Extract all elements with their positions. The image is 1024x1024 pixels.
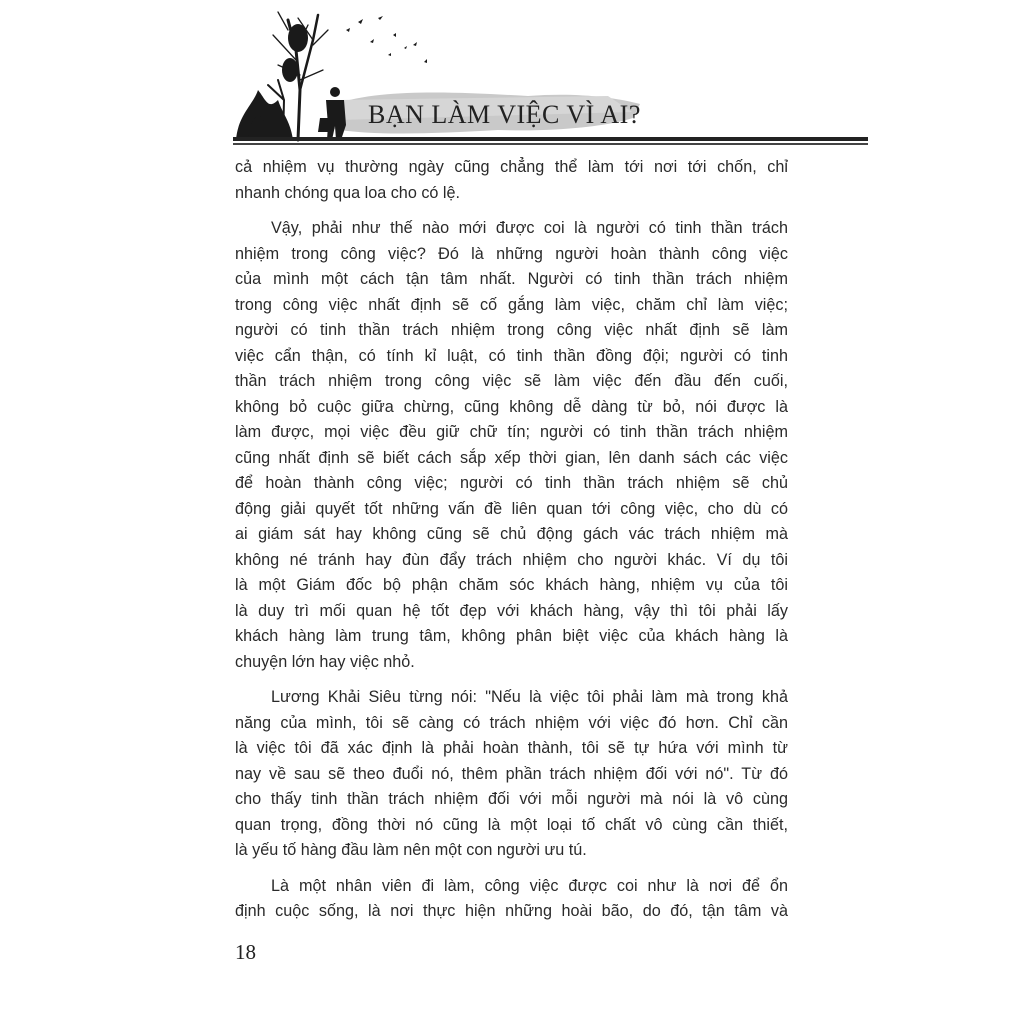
paragraph <box>235 155 788 206</box>
text-line: của mình một cách tận tâm nhất. Người có tinh thần trách nhiệm <box>235 270 788 288</box>
text-line: định cuộc sống, là nơi thực hiện những hoài bão, do đó, tận tâm và <box>235 902 788 920</box>
text-line: là duy trì mối quan hệ tốt đẹp với khách hàng, vậy thì tôi phải lấy <box>235 601 788 620</box>
text-line: là việc tôi đã xác định là phải hoàn thành, tôi sẽ tự hứa với mình từ <box>235 739 788 757</box>
paragraph <box>235 216 788 675</box>
text-line: nhanh chóng qua loa cho có lệ. <box>235 183 461 202</box>
text-line: làm được, mọi việc đều giữ chữ tín; người có tinh thần trách nhiệm <box>235 423 788 441</box>
text-line: năng của mình, tôi sẽ càng có trách nhiệm với việc đó hơn. Chỉ cần <box>235 713 788 732</box>
text-line: nay về sau sẽ theo đuổi nó, thêm phần trách nhiệm đối với nó". Từ đó <box>235 764 788 783</box>
chapter-title: BẠN LÀM VIỆC VÌ AI? <box>368 100 641 129</box>
text-line: không bỏ cuộc giữa chừng, cũng không dễ dàng từ bỏ, nói được là <box>235 397 788 416</box>
header-rule-thick <box>233 137 868 141</box>
text-line: là một Giám đốc bộ phận chăm sóc khách hàng, nhiệm vụ của tôi <box>235 576 788 594</box>
text-line: việc cẩn thận, có tính kỉ luật, có tinh thần đồng đội; người có tinh <box>235 346 788 365</box>
text-line: ai giám sát hay không cũng sẽ chủ động gách vác trách nhiệm mà <box>235 525 788 543</box>
text-line: người có tinh thần trách nhiệm trong công việc nhất định sẽ làm <box>235 321 788 339</box>
text-line: cũng nhất định sẽ biết cách sắp xếp thời gian, lên danh sách các việc <box>235 448 788 467</box>
header-rule-thin <box>233 143 868 145</box>
text-line: Là một nhân viên đi làm, công việc được coi như là nơi để ổn <box>271 876 788 895</box>
text-line: để hoàn thành công việc; người có tinh thần trách nhiệm sẽ chủ <box>235 474 788 492</box>
body-text <box>235 155 788 935</box>
text-line: động giải quyết tốt những vấn đề liên quan tới công việc, cho dù có <box>235 499 788 518</box>
text-line: Lương Khải Siêu từng nói: "Nếu là việc tôi phải làm mà trong khả <box>271 688 788 706</box>
text-line: thần trách nhiệm trong công việc sẽ làm việc đến đầu đến cuối, <box>235 372 788 390</box>
text-line: trong công việc nhất định sẽ cố gắng làm việc, chăm chỉ làm việc; <box>235 295 788 314</box>
page-number: 18 <box>235 940 256 964</box>
paragraph <box>235 685 788 864</box>
text-line: là yếu tố hàng đầu làm nên một con người ưu tú. <box>235 841 587 859</box>
paragraph <box>235 874 788 925</box>
text-line: cả nhiệm vụ thường ngày cũng chẳng thể làm tới nơi tới chốn, chỉ <box>235 158 788 176</box>
text-line: khách hàng làm trung tâm, không phân biệt việc của khách hàng là <box>235 627 788 645</box>
text-line: Vậy, phải như thế nào mới được coi là người có tinh thần trách <box>271 219 788 237</box>
text-line: không né tránh hay đùn đẩy trách nhiệm cho người khác. Ví dụ tôi <box>235 550 788 569</box>
text-line: nhiệm trong công việc? Đó là những người hoàn thành công việc <box>235 244 788 263</box>
chapter-header <box>228 0 868 150</box>
text-line: cho thấy tinh thần trách nhiệm đối với mỗi người mà nói là vô cùng <box>235 790 788 808</box>
text-line: quan trọng, đồng thời nó cũng là một loại tố chất vô cùng cần thiết, <box>235 815 788 834</box>
text-line: chuyện lớn hay việc nhỏ. <box>235 652 415 671</box>
